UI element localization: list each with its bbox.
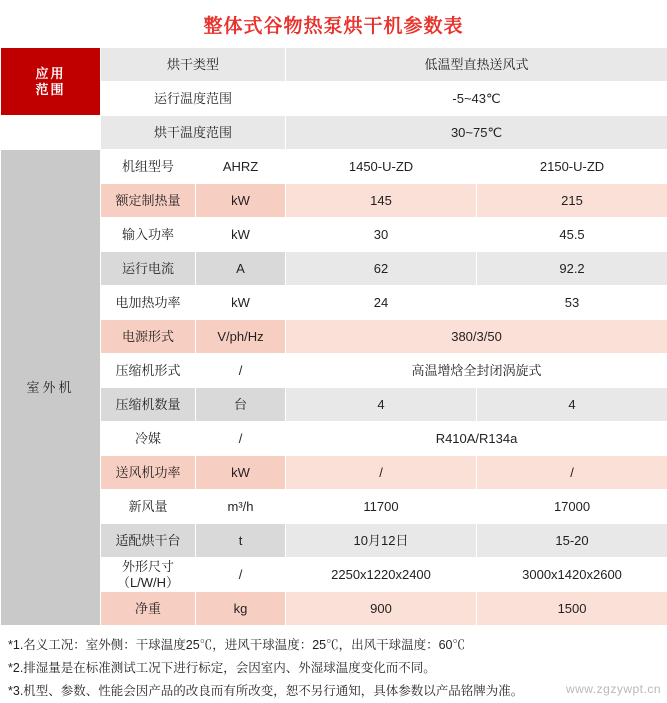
page-title: 整体式谷物热泵烘干机参数表 [0, 0, 667, 47]
watermark: www.zgzywpt.cn [566, 682, 661, 696]
row-unit: A [196, 252, 286, 286]
row-value-2: 3000x1420x2600 [477, 558, 667, 592]
row-unit: m³/h [196, 490, 286, 524]
row-value-1: 1450-U-ZD [286, 150, 477, 184]
row-label: 净重 [101, 592, 196, 626]
row-value: 380/3/50 [286, 320, 667, 354]
row-unit: / [196, 422, 286, 456]
row-unit: kg [196, 592, 286, 626]
row-unit: AHRZ [196, 150, 286, 184]
row-value-2: 215 [477, 184, 667, 218]
row-unit: / [196, 558, 286, 592]
specification-table [0, 47, 667, 626]
row-label: 送风机功率 [101, 456, 196, 490]
table-row [1, 524, 667, 558]
table-row [1, 82, 667, 116]
table-row [1, 320, 667, 354]
row-value-2: 15-20 [477, 524, 667, 558]
table-row [1, 48, 667, 82]
row-value-2: 17000 [477, 490, 667, 524]
application-scope-label [1, 48, 101, 116]
row-value-1: 24 [286, 286, 477, 320]
row-unit: / [196, 354, 286, 388]
table-row [1, 490, 667, 524]
row-label: 运行电流 [101, 252, 196, 286]
table-row [1, 354, 667, 388]
row-value-1: 145 [286, 184, 477, 218]
outdoor-unit-label: 室外机 [1, 150, 101, 626]
row-value-1: / [286, 456, 477, 490]
row-unit: kW [196, 286, 286, 320]
table-row [1, 218, 667, 252]
row-value-2: 2150-U-ZD [477, 150, 667, 184]
table-row [1, 422, 667, 456]
row-label: 适配烘干台 [101, 524, 196, 558]
table-row [1, 286, 667, 320]
table-row [1, 252, 667, 286]
table-row [1, 184, 667, 218]
footnote-3: *3.机型、参数、性能会因产品的改良而有所改变，恕不另行通知，具体参数以产品铭牌为准。 [8, 680, 659, 703]
row-value-1: 900 [286, 592, 477, 626]
row-unit: V/ph/Hz [196, 320, 286, 354]
row-unit: kW [196, 456, 286, 490]
footnote-1: *1.名义工况：室外侧：干球温度25℃，进风干球温度：25℃，出风干球温度：60℃ [8, 634, 659, 657]
row-value-1: 30 [286, 218, 477, 252]
row-value-1: 4 [286, 388, 477, 422]
row-label: 冷媒 [101, 422, 196, 456]
row-value: 高温增焓全封闭涡旋式 [286, 354, 667, 388]
table-row [1, 558, 667, 592]
row-value-2: 1500 [477, 592, 667, 626]
row-value: 低温型直热送风式 [286, 48, 667, 82]
application-scope-label-line1: 应用 [3, 66, 98, 82]
row-label: 压缩机数量 [101, 388, 196, 422]
row-value-1: 2250x1220x2400 [286, 558, 477, 592]
row-label: 机组型号 [101, 150, 196, 184]
table-row [1, 116, 667, 150]
footnote-2: *2.排湿量是在标准测试工况下进行标定，会因室内、外湿球温度变化而不同。 [8, 657, 659, 680]
table-row [1, 592, 667, 626]
row-unit: kW [196, 184, 286, 218]
table-row [1, 150, 667, 184]
table-row [1, 456, 667, 490]
spacer-cell [1, 116, 101, 150]
row-unit: t [196, 524, 286, 558]
row-value-2: 45.5 [477, 218, 667, 252]
row-value-2: 92.2 [477, 252, 667, 286]
row-label: 电加热功率 [101, 286, 196, 320]
row-label: 外形尺寸（L/W/H） [101, 558, 196, 592]
row-value: -5~43℃ [286, 82, 667, 116]
row-label: 压缩机形式 [101, 354, 196, 388]
row-value-2: 53 [477, 286, 667, 320]
row-label: 电源形式 [101, 320, 196, 354]
table-row [1, 388, 667, 422]
row-value-2: / [477, 456, 667, 490]
row-unit: 台 [196, 388, 286, 422]
row-label: 输入功率 [101, 218, 196, 252]
row-label: 烘干类型 [101, 48, 286, 82]
row-value: R410A/R134a [286, 422, 667, 456]
row-value-1: 11700 [286, 490, 477, 524]
row-value-1: 10月12日 [286, 524, 477, 558]
row-unit: kW [196, 218, 286, 252]
row-label: 额定制热量 [101, 184, 196, 218]
row-label: 烘干温度范围 [101, 116, 286, 150]
row-value-1: 62 [286, 252, 477, 286]
application-scope-label-line2: 范围 [3, 82, 98, 98]
row-value-2: 4 [477, 388, 667, 422]
row-label: 运行温度范围 [101, 82, 286, 116]
row-label: 新风量 [101, 490, 196, 524]
row-value: 30~75℃ [286, 116, 667, 150]
